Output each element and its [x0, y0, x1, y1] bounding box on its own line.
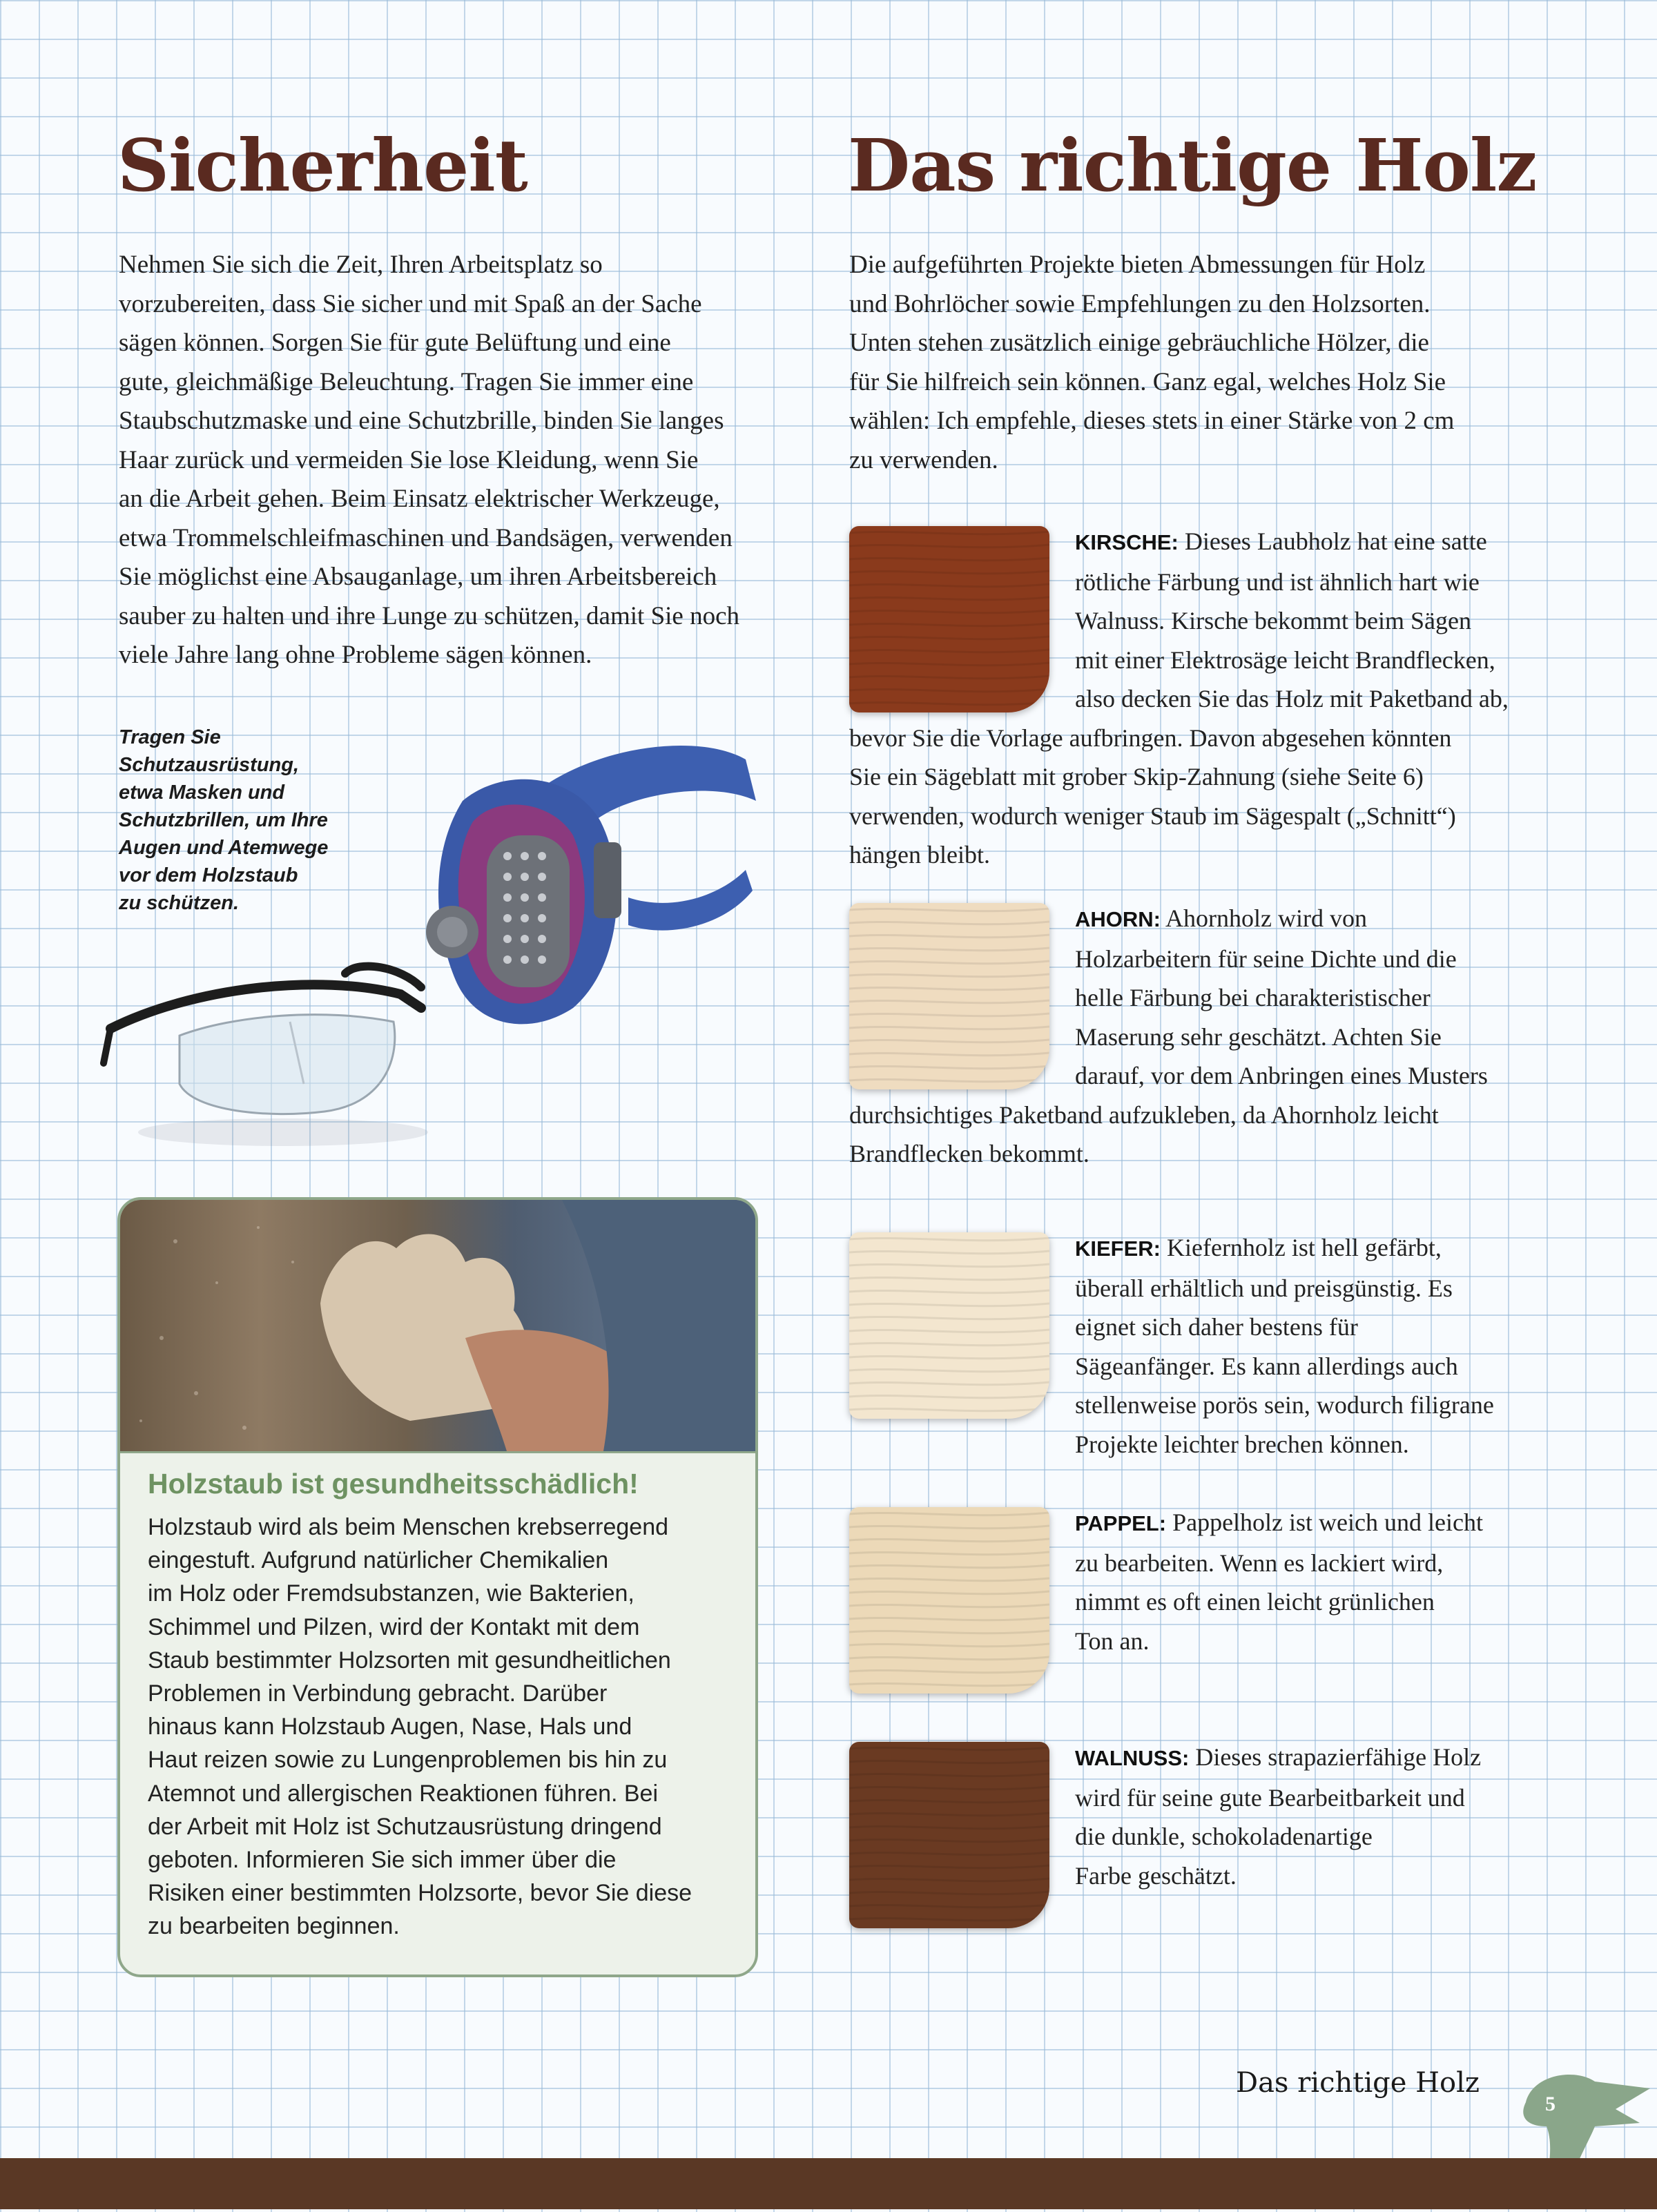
wood-description-2	[849, 1228, 1547, 1464]
wood-line: durchsichtiges Paketband aufzukleben, da Ahornholz leicht	[849, 1100, 1439, 1129]
caption-line: Schutzbrillen, um Ihre	[119, 809, 328, 831]
wood-description-4	[849, 1738, 1547, 1895]
wood-name: KIEFER:	[1075, 1236, 1161, 1261]
wood-line: also decken Sie das Holz mit Paketband ab,	[1075, 685, 1509, 712]
section-title-safety: Sicherheit	[117, 123, 527, 208]
wood-line: bevor Sie die Vorlage aufbringen. Davon abgesehen könnten	[849, 724, 1452, 752]
wood-line: hängen bleibt.	[849, 841, 990, 869]
callout-body	[148, 1511, 742, 1943]
safety-intro	[119, 246, 823, 675]
text-line: und Bohrlöcher sowie Empfehlungen zu den Holzsorten.	[849, 289, 1431, 318]
respirator-mask-image	[421, 718, 766, 1036]
wood-first-text: Dieses strapazierfähige Holz	[1189, 1743, 1482, 1771]
text-line: Haar zurück und vermeiden Sie lose Kleidung, wenn Sie	[119, 445, 699, 474]
text-line: zu verwenden.	[849, 445, 998, 474]
wood-line: verwenden, wodurch weniger Staub im Sägespalt („Schnitt“)	[849, 802, 1456, 830]
wood-line: Farbe geschätzt.	[1075, 1861, 1237, 1890]
wood-line: stellenweise porös sein, wodurch filigrane	[1075, 1391, 1494, 1419]
wood-line: die dunkle, schokoladenartige	[1075, 1823, 1373, 1850]
wood-line: Walnuss. Kirsche bekommt beim Sägen	[1075, 607, 1471, 634]
wood-first-line	[849, 1503, 1547, 1544]
wood-description-0	[849, 522, 1547, 875]
text-line: Staubschutzmaske und eine Schutzbrille, binden Sie langes	[119, 407, 724, 435]
callout-line: geboten. Informieren Sie sich immer über die	[148, 1847, 617, 1874]
caption-line: zu schützen.	[119, 892, 240, 914]
callout-line: Atemnot und allergischen Reaktionen führen. Bei	[148, 1780, 659, 1807]
wood-first-text: Kiefernholz ist hell gefärbt,	[1161, 1234, 1442, 1261]
wood-line: Ton an.	[1075, 1627, 1150, 1655]
callout-line: Holzstaub wird als beim Menschen krebserregend	[148, 1514, 669, 1540]
wood-name: WALNUSS:	[1075, 1746, 1190, 1770]
callout-line: eingestuft. Aufgrund natürlicher Chemikalien	[148, 1547, 609, 1574]
text-line: viele Jahre lang ohne Probleme sägen können.	[119, 641, 592, 669]
text-line: vorzubereiten, dass Sie sicher und mit Spaß an der Sache	[119, 289, 702, 318]
text-line: an die Arbeit gehen. Beim Einsatz elektrischer Werkzeuge,	[119, 485, 720, 513]
text-line: sägen können. Sorgen Sie für gute Belüftung und eine	[119, 329, 671, 357]
gloves-photo	[120, 1200, 755, 1453]
wood-first-line	[849, 1738, 1547, 1778]
wood-line: Sägeanfänger. Es kann allerdings auch	[1075, 1352, 1458, 1380]
callout-line: hinaus kann Holzstaub Augen, Nase, Hals und	[148, 1714, 632, 1740]
bottom-bar	[0, 2158, 1657, 2209]
wood-first-line	[849, 522, 1547, 563]
wood-name: AHORN:	[1075, 907, 1161, 931]
page-number: 5	[1545, 2093, 1556, 2115]
wood-line: Maserung sehr geschätzt. Achten Sie	[1075, 1022, 1442, 1051]
wood-dust-warning-box	[117, 1197, 758, 1977]
text-line: wählen: Ich empfehle, dieses stets in einer Stärke von 2 cm	[849, 407, 1455, 435]
text-line: für Sie hilfreich sein können. Ganz egal, welches Holz Sie	[849, 367, 1446, 396]
wood-line: wird für seine gute Bearbeitbarkeit und	[1075, 1783, 1465, 1812]
wood-name: KIRSCHE:	[1075, 530, 1179, 554]
wood-first-text: Pappelholz ist weich und leicht	[1166, 1508, 1483, 1536]
wood-description-3	[849, 1503, 1547, 1660]
wood-line: zu bearbeiten. Wenn es lackiert wird,	[1075, 1549, 1444, 1577]
callout-line: Problemen in Verbindung gebracht. Darüber	[148, 1680, 608, 1707]
wood-first-line	[849, 1228, 1547, 1269]
wood-line: Holzarbeitern für seine Dichte und die	[1075, 944, 1457, 973]
wood-line: Brandflecken bekommt.	[849, 1140, 1089, 1167]
callout-line: Staub bestimmter Holzsorten mit gesundheitlichen	[148, 1647, 671, 1673]
wood-intro	[849, 246, 1553, 480]
text-line: Nehmen Sie sich die Zeit, Ihren Arbeitsplatz so	[119, 251, 603, 279]
wood-line: Sie ein Sägeblatt mit grober Skip-Zahnung (siehe Seite 6)	[849, 763, 1424, 790]
caption-line: Tragen Sie	[119, 726, 221, 748]
safety-glasses-image	[97, 946, 428, 1153]
section-title-wood: Das richtige Holz	[848, 123, 1537, 208]
text-line: gute, gleichmäßige Beleuchtung. Tragen Sie immer eine	[119, 367, 694, 396]
wood-line: helle Färbung bei charakteristischer	[1075, 984, 1431, 1011]
wood-line: Projekte leichter brechen können.	[1075, 1430, 1409, 1458]
wood-line: überall erhältlich und preisgünstig. Es	[1075, 1274, 1453, 1302]
caption-line: etwa Masken und	[119, 782, 285, 804]
callout-line: der Arbeit mit Holz ist Schutzausrüstung dringend	[148, 1813, 662, 1840]
text-line: Sie möglichst eine Absauganlage, um ihren Arbeitsbereich	[119, 563, 717, 591]
wood-name: PAPPEL:	[1075, 1511, 1167, 1535]
text-line: Unten stehen zusätzlich einige gebräuchliche Hölzer, die	[849, 329, 1429, 357]
callout-line: Schimmel und Pilzen, wird der Kontakt mit dem	[148, 1613, 640, 1640]
caption-line: Schutzausrüstung,	[119, 754, 300, 776]
wood-first-line	[849, 899, 1547, 940]
wood-line: darauf, vor dem Anbringen eines Musters	[1075, 1062, 1488, 1089]
text-line: etwa Trommelschleifmaschinen und Bandsägen, verwenden	[119, 523, 733, 552]
wood-first-text: Dieses Laubholz hat eine satte	[1178, 527, 1487, 555]
callout-line: zu bearbeiten beginnen.	[148, 1913, 400, 1940]
gear-caption	[119, 724, 367, 917]
callout-line: Risiken einer bestimmten Holzsorte, bevor Sie diese	[148, 1880, 692, 1907]
callout-title: Holzstaub ist gesundheitsschädlich!	[148, 1468, 639, 1500]
wood-line: nimmt es oft einen leicht grünlichen	[1075, 1588, 1435, 1616]
wood-first-text: Ahornholz wird von	[1161, 904, 1367, 932]
wood-line: eignet sich daher bestens für	[1075, 1313, 1358, 1341]
wood-description-1	[849, 899, 1547, 1174]
caption-line: vor dem Holzstaub	[119, 864, 298, 886]
text-line: Die aufgeführten Projekte bieten Abmessungen für Holz	[849, 251, 1426, 279]
callout-line: im Holz oder Fremdsubstanzen, wie Bakterien,	[148, 1580, 634, 1607]
wood-line: rötliche Färbung und ist ähnlich hart wie	[1075, 567, 1480, 596]
caption-line: Augen und Atemwege	[119, 837, 329, 859]
footer-section-title: Das richtige Holz	[1236, 2067, 1480, 2099]
text-line: sauber zu halten und ihre Lunge zu schützen, damit Sie noch	[119, 601, 740, 630]
callout-line: Haut reizen sowie zu Lungenproblemen bis hin zu	[148, 1747, 668, 1774]
wood-line: mit einer Elektrosäge leicht Brandflecken,	[1075, 646, 1495, 674]
